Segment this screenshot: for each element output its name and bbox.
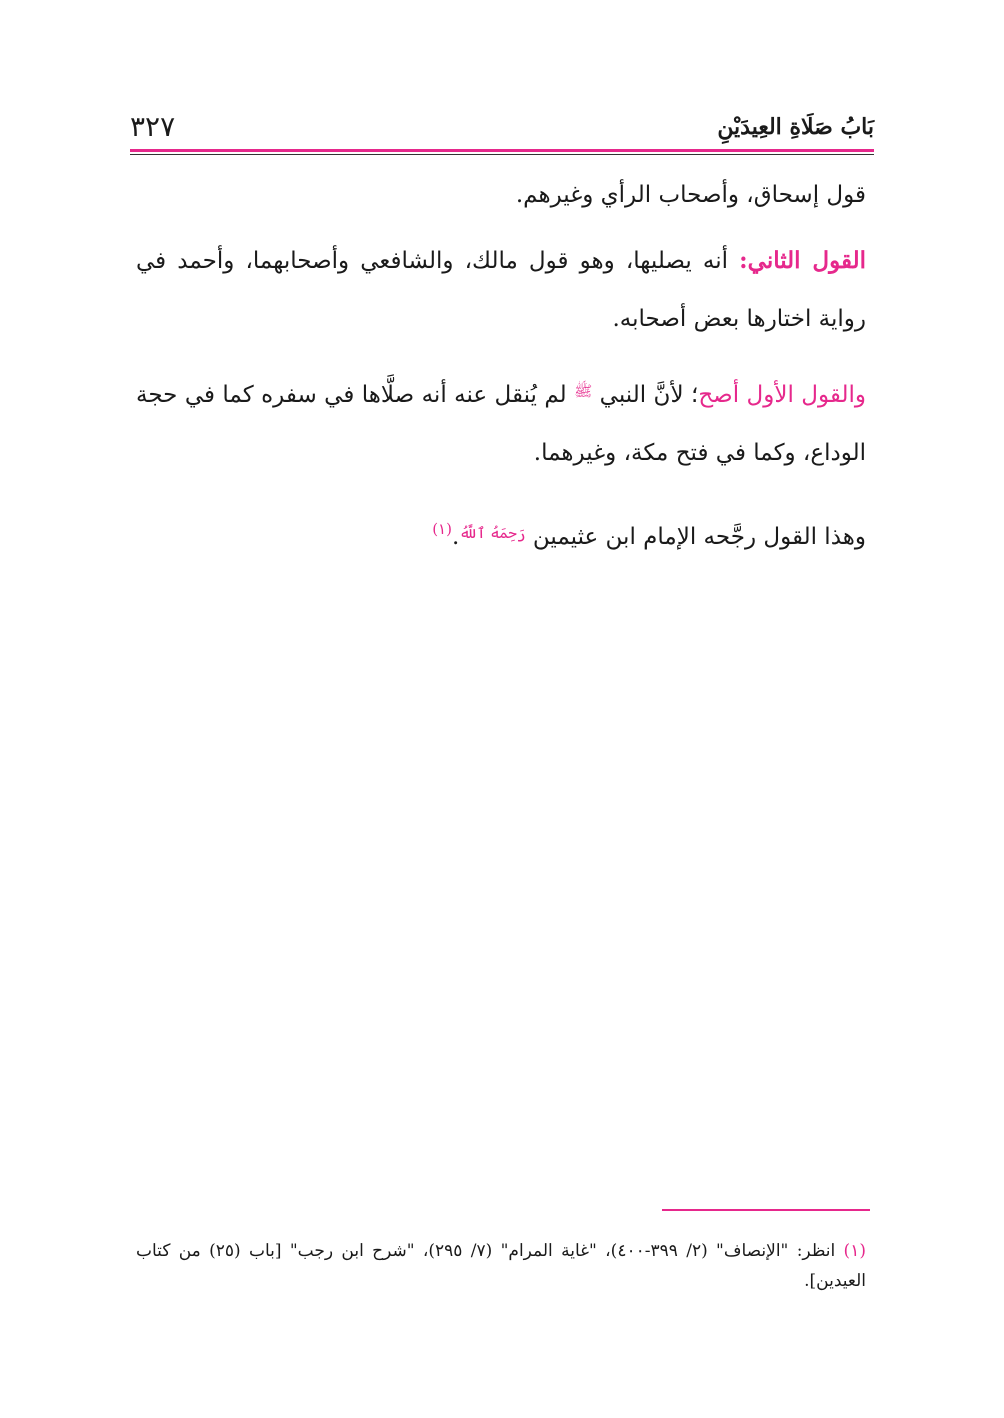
preferred-opinion-label: والقول الأول أصح [698,382,866,408]
paragraph-3-text-a: ؛ لأنَّ النبي [592,382,699,408]
chapter-title: بَابُ صَلَاةِ العِيدَيْنِ [717,114,874,140]
rahimahullah-honorific: رَحِمَهُ ٱللَّهُ [459,524,526,542]
salawat-honorific: ﷺ [574,382,593,400]
footnote-reference[interactable]: (١) [432,520,452,538]
footnote-separator [662,1209,870,1211]
paragraph-1: قول إسحاق، وأصحاب الرأي وغيرهم. [515,182,866,208]
page-number: ٣٢٧ [130,110,176,143]
header-rule-pink [130,149,874,152]
page-header [130,108,874,148]
paragraph-4-text: وهذا القول رجَّحه الإمام ابن عثيمين [525,524,866,550]
second-opinion-text: أنه يصليها، وهو قول مالك، والشافعي وأصحابهما، وأحمد في رواية اختارها بعض أصحابه. [136,248,866,332]
footnote-text: انظر: "الإنصاف" (٢/ ٣٩٩-٤٠٠)، "غاية المرام" (٧/ ٢٩٥)، "شرح ابن رجب" [باب (٢٥) من كتاب العيدين]. [136,1241,866,1291]
footnote [136,1236,866,1296]
paragraph-3-text-b: لم يُنقل عنه أنه صلَّاها في سفره كما في حجة الوداع، وكما في فتح مكة، وغيرهما. [136,382,866,466]
footnote-number: (١) [843,1241,866,1261]
paragraph-4-end: . [451,524,460,550]
paragraph-4 [136,500,866,566]
header-rule-dark [130,154,874,155]
paragraph-3 [136,362,866,482]
paragraph-2 [136,232,866,348]
second-opinion-label: القول الثاني: [739,247,867,274]
